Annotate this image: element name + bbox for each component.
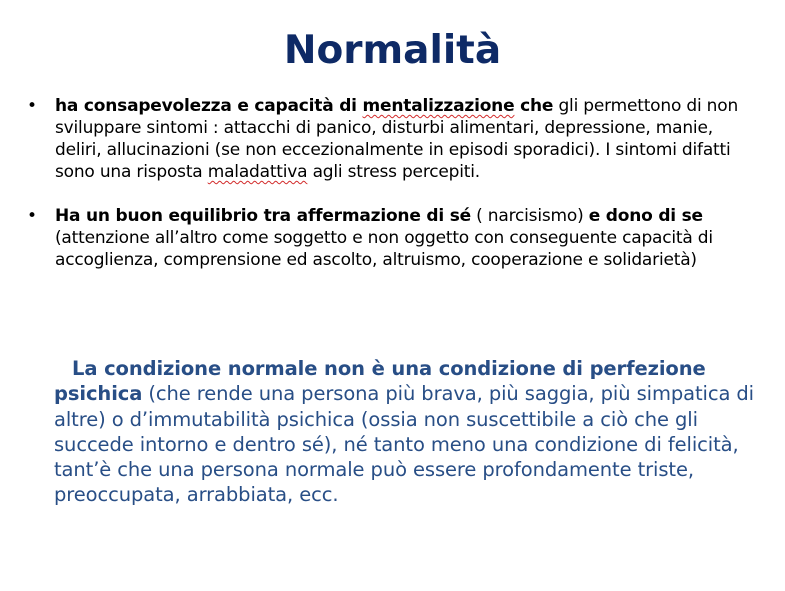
note-bold-text: La condizione normale non è una condizione di perfezione psichica xyxy=(54,357,706,406)
bullet-bold-text: Ha un buon equilibrio tra affermazione di sé xyxy=(55,206,471,226)
spellcheck-word: mentalizzazione xyxy=(362,96,515,116)
bullet-dot-icon: • xyxy=(27,96,37,116)
bullet-item-equilibrium xyxy=(27,205,757,271)
bullet-dot-icon: • xyxy=(27,206,37,226)
bullet-bold-text: e dono di se xyxy=(588,206,703,226)
bullet-bold-text: che xyxy=(514,96,554,116)
normality-note xyxy=(54,356,754,508)
bullet-text: (attenzione all’altro come soggetto e non oggetto con conseguente capacità di accoglienza, comprensione ed ascolto, altruismo, cooperazione e solidarietà) xyxy=(55,228,713,270)
bullet-item-mentalization xyxy=(27,95,757,183)
bullet-bold-text: ha consapevolezza e capacità di xyxy=(55,96,363,116)
bullet-text: gli permettono di non sviluppare sintomi : attacchi di panico, disturbi alimentari, depressione, manie, deliri, allucinazioni (se non eccezionalmente in episodi sporadici). I sintomi difatti sono una risposta xyxy=(55,96,739,182)
bullet-text: ( narcisismo) xyxy=(470,206,589,226)
bullet-text: agli stress percepiti. xyxy=(307,162,480,182)
slide-title: Normalità xyxy=(283,28,502,73)
spellcheck-word: maladattiva xyxy=(207,162,308,182)
bullet-list xyxy=(27,95,757,271)
note-text: (che rende una persona più brava, più saggia, più simpatica di altre) o d’immutabilità psichica (ossia non suscettibile a ciò che gli succede intorno e dentro sé), né tanto meno una condizione di felicità, tant’è che una persona normale può essere profondamente triste, preoccupata, arrabbiata, ecc. xyxy=(54,382,754,507)
